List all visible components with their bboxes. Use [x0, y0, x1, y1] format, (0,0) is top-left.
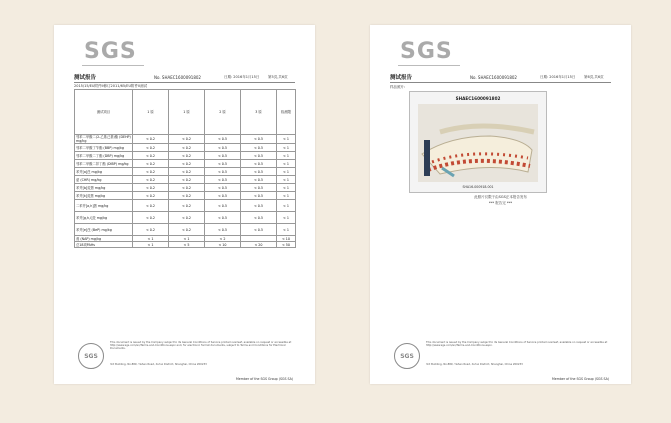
table-row: [75, 135, 296, 144]
logo-divider: [82, 65, 144, 66]
cell-value: < 1: [277, 152, 296, 160]
cell-parameter: 二苯并[a,h]蒽 mg/kg: [75, 200, 133, 212]
cell-value: < 0.2: [169, 224, 205, 236]
cell-parameter: 邻苯二甲酸丁苄酯 (BBP) mg/kg: [75, 144, 133, 152]
cell-value: < 0.2: [133, 144, 169, 152]
cell-value: < 0.2: [169, 200, 205, 212]
cell-value: < 0.5: [241, 144, 277, 152]
sgs-logo: SGS: [84, 39, 137, 64]
cell-value: < 0.2: [133, 168, 169, 176]
cell-value: < 20: [241, 242, 277, 248]
cell-value: < 0.5: [205, 144, 241, 152]
report-date: 日期: 2016年1月15日: [224, 75, 260, 79]
cell-value: < 0.2: [133, 184, 169, 192]
cell-parameter: 邻苯二甲酸二丁酯 (DBP) mg/kg: [75, 152, 133, 160]
sgs-logo: SGS: [400, 39, 453, 64]
footer-terms: This document is issued by the Company subject to its General Conditions of Service printed overleaf, available on request or accessible at http://www.sgs.com/en/Terms-and-Conditions.aspx and, for electronic format documents, subject to Terms and Conditions for Electronic Documents.: [110, 341, 292, 351]
header-limit: 检测限: [277, 90, 296, 135]
page-number: 第5页,共6页: [268, 75, 288, 79]
header-col1: 1 原: [133, 90, 169, 135]
cell-value: < 10: [277, 236, 296, 242]
cell-value: < 1: [277, 176, 296, 184]
header-col4: 3 原: [241, 90, 277, 135]
cell-value: < 0.2: [169, 152, 205, 160]
cell-value: < 0.5: [241, 200, 277, 212]
sample-image-icon: [410, 92, 546, 192]
report-end: *** 报告完 ***: [488, 201, 513, 205]
photo-caption: 此照片仅限于由SGS正本报告发布: [474, 195, 527, 199]
member-statement: Member of the SGS Group (SGS SA): [236, 377, 293, 381]
table-intro: 2015/15/EU附件II修订2011/65/EU附件II测试: [74, 84, 148, 88]
cell-value: < 0.2: [169, 168, 205, 176]
footer-address: 3rd Building, No.889, Yishan Road, Xuhui District, Shanghai, China 200233: [426, 363, 523, 366]
cell-value: < 1: [277, 135, 296, 144]
logo-divider: [398, 65, 460, 66]
cell-value: < 0.5: [205, 152, 241, 160]
table-row: [75, 184, 296, 192]
header-col2: 1 原: [169, 90, 205, 135]
cell-value: < 1: [277, 168, 296, 176]
cell-value: < 0.2: [133, 200, 169, 212]
cell-value: < 0.2: [169, 135, 205, 144]
cell-value: < 0.5: [205, 192, 241, 200]
cell-value: < 10: [205, 242, 241, 248]
table-row: [75, 152, 296, 160]
cell-parameter: 苯并[e]芘 (BeP) mg/kg: [75, 224, 133, 236]
cell-value: < 0.5: [205, 176, 241, 184]
cell-value: < 1: [133, 236, 169, 242]
cell-value: < 0.2: [169, 160, 205, 168]
header-divider: [74, 82, 295, 83]
cell-value: < 0.5: [205, 184, 241, 192]
cell-value: < 1: [277, 224, 296, 236]
cell-parameter: 苯并[g,h,i]苝 mg/kg: [75, 212, 133, 224]
cell-value: < 0.2: [133, 160, 169, 168]
table-row: [75, 242, 296, 248]
table-row: [75, 200, 296, 212]
cell-value: < 0.5: [241, 224, 277, 236]
member-statement: Member of the SGS Group (SGS SA): [552, 377, 609, 381]
cell-parameter: 苯并[a]芘 mg/kg: [75, 168, 133, 176]
report-page-6: [370, 25, 631, 384]
footer-address: 3rd Building, No.889, Yishan Road, Xuhui District, Shanghai, China 200233: [110, 363, 207, 366]
header-divider: [390, 82, 611, 83]
cell-value: < 0.2: [133, 135, 169, 144]
sgs-seal-icon: SGS: [394, 343, 420, 369]
cell-value: < 0.2: [133, 152, 169, 160]
table-row: [75, 192, 296, 200]
cell-value: < 0.5: [241, 168, 277, 176]
cell-value: < 0.5: [205, 224, 241, 236]
cell-value: < 1: [277, 144, 296, 152]
cell-value: < 0.5: [205, 135, 241, 144]
cell-parameter: 苯并[b]荧蒽 mg/kg: [75, 184, 133, 192]
cell-value: < 0.5: [241, 184, 277, 192]
table-row: [75, 212, 296, 224]
cell-value: < 0.2: [133, 212, 169, 224]
cell-value: < 0.5: [241, 212, 277, 224]
cell-value: < 0.5: [205, 160, 241, 168]
cell-value: < 1: [277, 192, 296, 200]
cell-value: < 0.2: [169, 144, 205, 152]
cell-value: < 0.2: [169, 176, 205, 184]
sample-photo: [409, 91, 547, 193]
cell-value: < 0.5: [241, 192, 277, 200]
page-number: 第6页,共6页: [584, 75, 604, 79]
cell-value: < 1: [277, 212, 296, 224]
table-row: [75, 176, 296, 184]
cell-value: < 0.5: [205, 168, 241, 176]
table-row: [75, 144, 296, 152]
footer-terms: This document is issued by the Company subject to its General Conditions of Service printed overleaf, available on request or accessible at http://www.sgs.com/en/Terms-and-Conditions.aspx.: [426, 341, 608, 348]
cell-value: < 0.5: [241, 135, 277, 144]
cell-value: < 1: [277, 200, 296, 212]
report-number: No. SHAEC1600091802: [154, 75, 201, 80]
table-row: [75, 224, 296, 236]
cell-value: < 0.2: [133, 176, 169, 184]
table-row: [75, 168, 296, 176]
cell-parameter: 䓛 (CHR) mg/kg: [75, 176, 133, 184]
cell-value: < 0.5: [205, 212, 241, 224]
cell-value: < 1: [169, 236, 205, 242]
cell-value: < 0.2: [169, 212, 205, 224]
cell-parameter: 邻苯二甲酸二异丁酯 (DIBP) mg/kg: [75, 160, 133, 168]
cell-value: < 0.5: [241, 152, 277, 160]
cell-parameter: 苯并[k]荧蒽 mg/kg: [75, 192, 133, 200]
cell-value: < 0.2: [169, 192, 205, 200]
results-table: [74, 89, 296, 248]
report-number: No. SHAEC1600091802: [470, 75, 517, 80]
cell-value: < 0.5: [241, 176, 277, 184]
cell-value: < 0.2: [133, 224, 169, 236]
report-title: 测试报告: [390, 75, 413, 81]
cell-value: < 0.5: [205, 200, 241, 212]
header-param: 测试项目: [75, 90, 133, 135]
photo-id: SHAEC1600091802: [455, 96, 501, 101]
cell-value: < 1: [277, 160, 296, 168]
table-row: [75, 160, 296, 168]
cell-value: < 50: [277, 242, 296, 248]
cell-value: < 0.2: [133, 192, 169, 200]
cell-value: < 0.2: [169, 184, 205, 192]
cell-parameter: 萘 (NAP) mg/kg: [75, 236, 133, 242]
cell-value: < 1: [133, 242, 169, 248]
cell-value: < 1: [277, 184, 296, 192]
cell-parameter: 邻苯二甲酸二(2-乙基己基)酯 (DEHP) mg/kg: [76, 135, 131, 143]
report-date: 日期: 2016年1月15日: [540, 75, 576, 79]
report-page-5: [54, 25, 315, 384]
cell-value: < 2: [205, 236, 241, 242]
cell-value: < 5: [169, 242, 205, 248]
cell-value: < 0.5: [241, 160, 277, 168]
photo-inner-caption: SHA16-000918.001: [462, 185, 494, 189]
sgs-seal-icon: SGS: [78, 343, 104, 369]
cell-parameter: 总18项PAHs: [75, 242, 133, 248]
report-title: 测试报告: [74, 75, 97, 81]
section-label: 样品照片:: [390, 85, 406, 89]
header-col3: 2 原: [205, 90, 241, 135]
